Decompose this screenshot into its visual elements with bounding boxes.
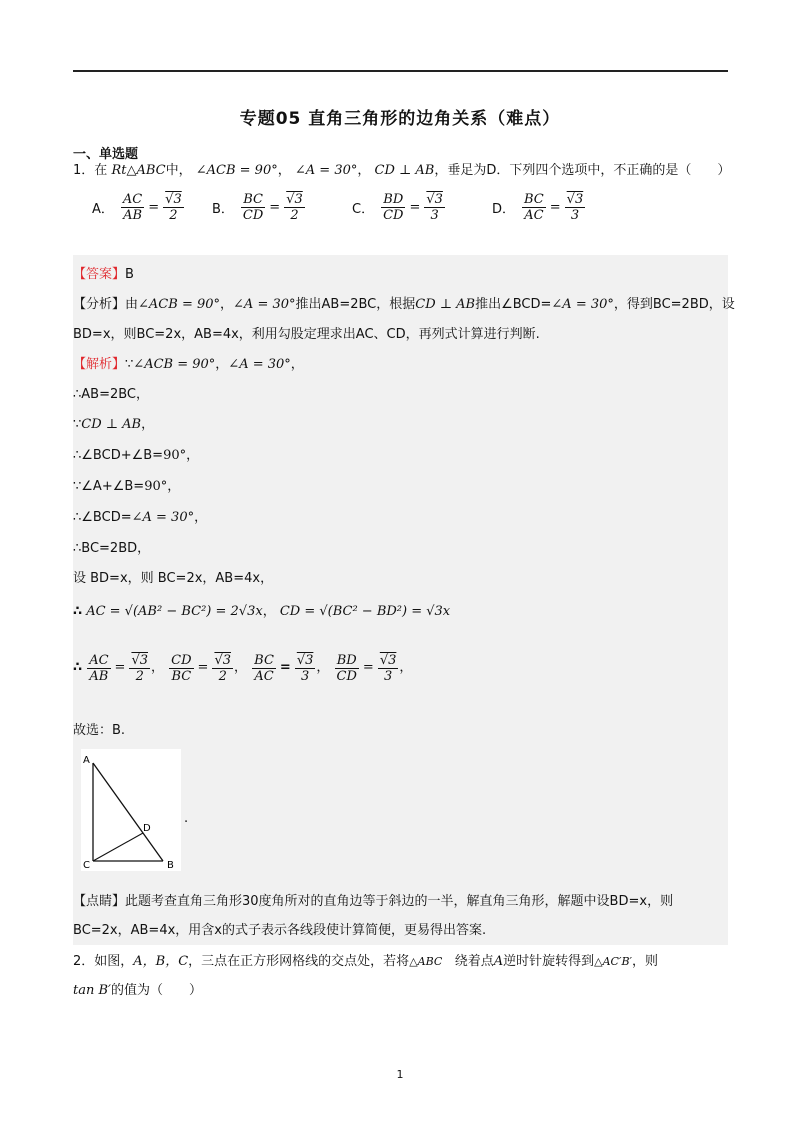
q1-option-c: C． $\frac{BD}{CD}$ = $\frac{√3}{3}$ [352, 192, 443, 223]
label-d: D [143, 823, 151, 834]
altitude-cd [93, 833, 143, 861]
section-heading: 一、单选题 [73, 147, 139, 162]
solution-line-5: ∵∠A+∠B=90°， [73, 479, 181, 494]
solution-line-3: ∵CD ⊥ AB， [73, 417, 155, 432]
q1-option-d: D． $\frac{BC}{AC}$ = $\frac{√3}{3}$ [492, 192, 584, 223]
solution-line-6: ∴∠BCD=∠A = 30°， [73, 510, 208, 525]
side-ab [93, 763, 163, 861]
solution-line-7: ∴BC=2BD， [73, 541, 151, 556]
analysis-line-1: 【分析】由∠ACB = 90°，∠A = 30°推出AB=2BC，根据CD ⊥ AB推出∠BCD=∠A = 30°，得到BC=2BD，设 [73, 297, 735, 312]
solution-line-8: 设 BD=x，则 BC=2x，AB=4x， [73, 571, 274, 586]
solution-choose: 故选：B. [73, 723, 126, 738]
comment-line-1: 【点睛】此题考查直角三角形30度角所对的直角边等于斜边的一半，解直角三角形，解题中设BD=x，则 [73, 894, 674, 909]
q2-line-2: tan B′的值为（ ） [73, 983, 202, 998]
solution-line-2: ∴AB=2BC， [73, 387, 150, 402]
solution-line-10: ∴ $\frac{AC}{AB}$ = $\frac{√3}{2}$ ， $\frac{CD}{BC}$ = $\frac{√3}{2}$ ， $\frac{BC}{AC}$ = $\frac{√3}{3}$ ， $\frac{BD}{CD}$ = $\frac{√3}{3}$ ， [73, 652, 413, 684]
triangle-figure [81, 749, 181, 871]
solution-line-9: ∴ AC = √(AB² − BC²) = 2√3x， CD = √(BC² − BD²) = √3x [73, 604, 451, 619]
triangle-diagram [81, 749, 181, 871]
label-b: B [167, 860, 174, 871]
solution-line-4: ∴∠BCD+∠B=90°， [73, 448, 200, 463]
page-title: 专题05 直角三角形的边角关系（难点） [239, 109, 561, 129]
answer-line: 【答案】B [73, 267, 134, 282]
solution-line-1: 【解析】∵∠ACB = 90°，∠A = 30°， [73, 357, 304, 372]
q1-stem: 1．在 Rt△ABC中， ∠ACB = 90°， ∠A = 30°， CD ⊥ AB，垂足为D．下列四个选项中，不正确的是（ ） [73, 163, 731, 178]
q1-option-a: A． $\frac{AC}{AB}$ = $\frac{√3}{2}$ [92, 192, 182, 223]
comment-line-2: BC=2x，AB=4x，用含x的式子表示各线段使计算简便，更易得出答案. [73, 923, 487, 938]
q2-line-1: 2．如图，A，B，C，三点在正方形网格线的交点处，若将△ABC 绕着点A逆时针旋转得到△AC′B′，则 [73, 954, 659, 969]
label-c: C [83, 860, 90, 871]
page-number: 1 [396, 1068, 404, 1081]
figure-dot: . [184, 811, 189, 826]
header-rule [73, 70, 728, 72]
q1-option-b: B． $\frac{BC}{CD}$ = $\frac{√3}{2}$ [212, 192, 303, 223]
label-a: A [83, 755, 90, 766]
analysis-line-2: BD=x，则BC=2x，AB=4x，利用勾股定理求出AC、CD，再列式计算进行判断. [73, 327, 540, 342]
